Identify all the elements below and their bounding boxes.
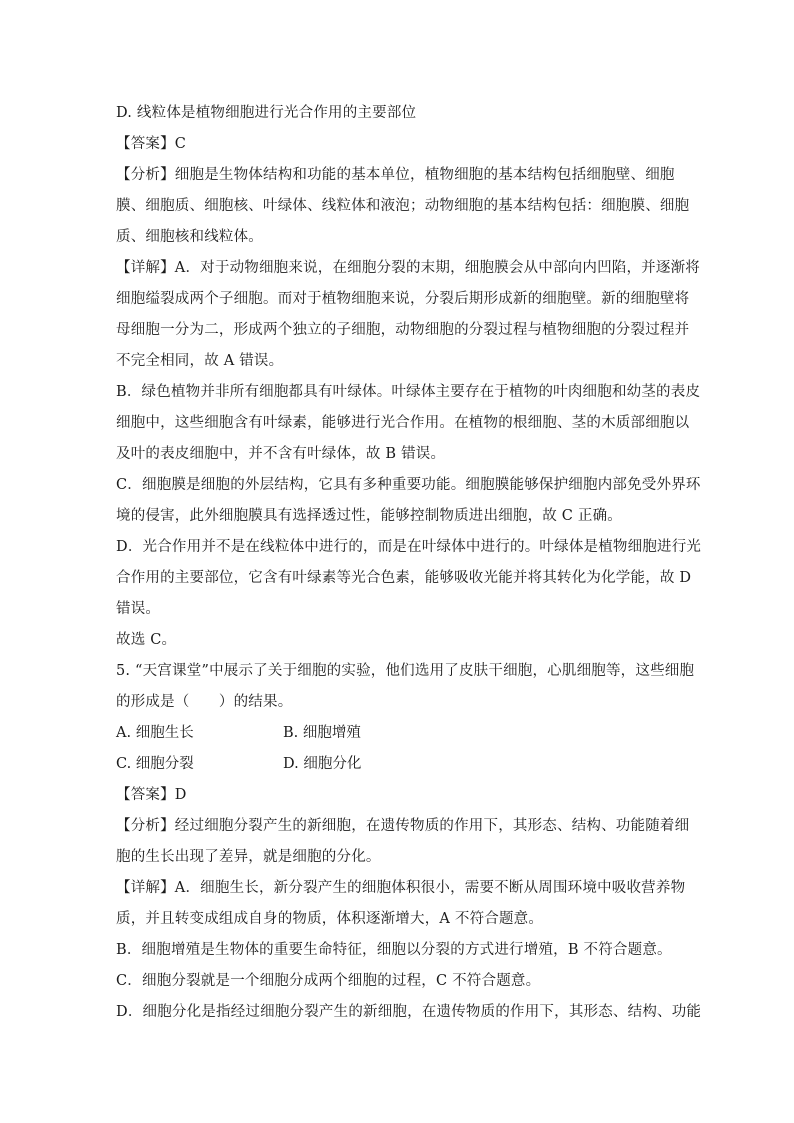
text-line: C．细胞分裂就是一个细胞分成两个细胞的过程，C 不符合题意。: [116, 973, 541, 989]
options-row: [116, 749, 682, 780]
analysis-line: 【分析】经过细胞分裂产生的新细胞，在遗传物质的作用下，其形态、结构、功能随着细: [116, 818, 690, 834]
text-line: 细胞缢裂成两个子细胞。而对于植物细胞来说，分裂后期形成新的细胞壁。新的细胞壁将: [116, 291, 690, 307]
text-line: 质，并且转变成组成自身的物质，体积逐渐增大，A 不符合题意。: [116, 911, 544, 927]
option-b: B. 细胞增殖: [283, 725, 361, 741]
text-line: 母细胞一分为二，形成两个独立的子细胞，动物细胞的分裂过程与植物细胞的分裂过程并: [116, 322, 690, 338]
analysis-line: 【分析】细胞是生物体结构和功能的基本单位，植物细胞的基本结构包括细胞壁、细胞: [116, 167, 675, 183]
text-line: 境的侵害，此外细胞膜具有选择透过性，能够控制物质进出细胞，故 C 正确。: [116, 508, 623, 524]
text-line: D．细胞分化是指经过细胞分裂产生的新细胞，在遗传物质的作用下，其形态、结构、功能: [116, 1004, 702, 1020]
text-line: 合作用的主要部位，它含有叶绿素等光合色素，能够吸收光能并将其转化为化学能，故 D: [116, 570, 692, 586]
explanation-line: 【详解】A．细胞生长，新分裂产生的细胞体积很小，需要不断从周围环境中吸收营养物: [116, 880, 686, 896]
text-line: 及叶的表皮细胞中，并不含有叶绿体，故 B 错误。: [116, 446, 446, 462]
question-line: 的形成是（ ）的结果。: [116, 694, 293, 710]
text-line: 膜、细胞质、细胞核、叶绿体、线粒体和液泡；动物细胞的基本结构包括：细胞膜、细胞: [116, 198, 690, 214]
text-line: 质、细胞核和线粒体。: [116, 229, 263, 245]
text-line: D．光合作用并不是在线粒体中进行的，而是在叶绿体中进行的。叶绿体是植物细胞进行光: [116, 539, 702, 555]
page-content: [116, 98, 702, 1028]
question-line: 5. “天宫课堂”中展示了关于细胞的实验，他们选用了皮肤干细胞，心肌细胞等，这些细胞: [116, 663, 695, 679]
text-line: 错误。: [116, 601, 161, 617]
text-line: C．细胞膜是细胞的外层结构，它具有多种重要功能。细胞膜能够保护细胞内部免受外界环: [116, 477, 701, 493]
option-c: C. 细胞分裂: [116, 756, 194, 772]
conclusion-line: 故选 C。: [116, 632, 177, 648]
text-line: 胞的生长出现了差异，就是细胞的分化。: [116, 849, 381, 865]
text-line: 细胞中，这些细胞含有叶绿素，能够进行光合作用。在植物的根细胞、茎的木质部细胞以: [116, 415, 690, 431]
text-line: 不完全相同，故 A 错误。: [116, 353, 284, 369]
text-line: D. 线粒体是植物细胞进行光合作用的主要部位: [116, 105, 417, 121]
text-line: B．绿色植物并非所有细胞都具有叶绿体。叶绿体主要存在于植物的叶肉细胞和幼茎的表皮: [116, 384, 701, 400]
option-d: D. 细胞分化: [283, 756, 362, 772]
option-a: A. 细胞生长: [116, 725, 194, 741]
explanation-line: 【详解】A．对于动物细胞来说，在细胞分裂的末期，细胞膜会从中部向内凹陷，并逐渐将: [116, 260, 700, 276]
answer-line: 【答案】D: [116, 787, 187, 803]
answer-line: 【答案】C: [116, 136, 187, 152]
options-row: [116, 718, 682, 749]
text-line: B．细胞增殖是生物体的重要生命特征，细胞以分裂的方式进行增殖，B 不符合题意。: [116, 942, 672, 958]
